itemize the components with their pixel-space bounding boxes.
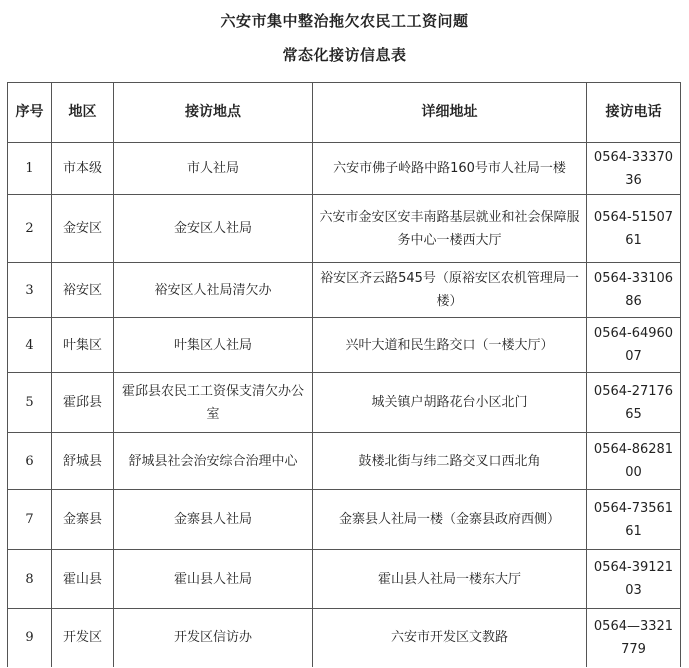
cell-place: 叶集区人社局	[114, 318, 313, 373]
cell-address: 城关镇户胡路花台小区北门	[313, 373, 587, 433]
cell-address: 霍山县人社局一楼东大厅	[313, 550, 587, 609]
cell-place: 金寨县人社局	[114, 490, 313, 550]
cell-place: 金安区人社局	[114, 195, 313, 263]
cell-seq: 4	[8, 318, 52, 373]
cell-place: 霍山县人社局	[114, 550, 313, 609]
cell-address: 金寨县人社局一楼（金寨县政府西侧）	[313, 490, 587, 550]
table-row	[8, 373, 681, 433]
cell-phone: 0564-3310686	[587, 263, 681, 318]
table-row	[8, 318, 681, 373]
cell-seq: 7	[8, 490, 52, 550]
header-seq: 序号	[8, 83, 52, 143]
cell-phone: 0564-3337036	[587, 143, 681, 195]
cell-place: 市人社局	[114, 143, 313, 195]
cell-phone: 0564-5150761	[587, 195, 681, 263]
cell-region: 开发区	[52, 609, 114, 667]
cell-seq: 3	[8, 263, 52, 318]
cell-seq: 1	[8, 143, 52, 195]
cell-region: 霍邱县	[52, 373, 114, 433]
cell-phone: 0564-2717665	[587, 373, 681, 433]
reception-info-table	[7, 82, 681, 667]
cell-region: 舒城县	[52, 433, 114, 490]
table-row	[8, 263, 681, 318]
table-row	[8, 195, 681, 263]
table-row	[8, 143, 681, 195]
header-phone: 接访电话	[587, 83, 681, 143]
cell-phone: 0564—3321779	[587, 609, 681, 667]
table-row	[8, 609, 681, 667]
cell-address: 裕安区齐云路545号（原裕安区农机管理局一楼）	[313, 263, 587, 318]
cell-phone: 0564-7356161	[587, 490, 681, 550]
cell-region: 裕安区	[52, 263, 114, 318]
cell-region: 金寨县	[52, 490, 114, 550]
header-address: 详细地址	[313, 83, 587, 143]
cell-place: 开发区信访办	[114, 609, 313, 667]
cell-place: 裕安区人社局清欠办	[114, 263, 313, 318]
header-place: 接访地点	[114, 83, 313, 143]
cell-phone: 0564-6496007	[587, 318, 681, 373]
cell-place: 舒城县社会治安综合治理中心	[114, 433, 313, 490]
table-row	[8, 550, 681, 609]
table-row	[8, 490, 681, 550]
document-title: 六安市集中整治拖欠农民工工资问题	[220, 12, 469, 30]
table-header-row	[8, 83, 681, 143]
cell-region: 金安区	[52, 195, 114, 263]
cell-seq: 8	[8, 550, 52, 609]
cell-region: 霍山县	[52, 550, 114, 609]
cell-address: 六安市开发区文教路	[313, 609, 587, 667]
cell-address: 六安市佛子岭路中路160号市人社局一楼	[313, 143, 587, 195]
header-region: 地区	[52, 83, 114, 143]
table-row	[8, 433, 681, 490]
cell-seq: 9	[8, 609, 52, 667]
cell-address: 六安市金安区安丰南路基层就业和社会保障服务中心一楼西大厅	[313, 195, 587, 263]
cell-region: 市本级	[52, 143, 114, 195]
document-subtitle: 常态化接访信息表	[282, 46, 407, 64]
cell-phone: 0564-3912103	[587, 550, 681, 609]
cell-place: 霍邱县农民工工资保支清欠办公室	[114, 373, 313, 433]
cell-address: 兴叶大道和民生路交口（一楼大厅）	[313, 318, 587, 373]
cell-region: 叶集区	[52, 318, 114, 373]
cell-address: 鼓楼北街与纬二路交叉口西北角	[313, 433, 587, 490]
cell-seq: 5	[8, 373, 52, 433]
cell-seq: 2	[8, 195, 52, 263]
cell-seq: 6	[8, 433, 52, 490]
cell-phone: 0564-8628100	[587, 433, 681, 490]
